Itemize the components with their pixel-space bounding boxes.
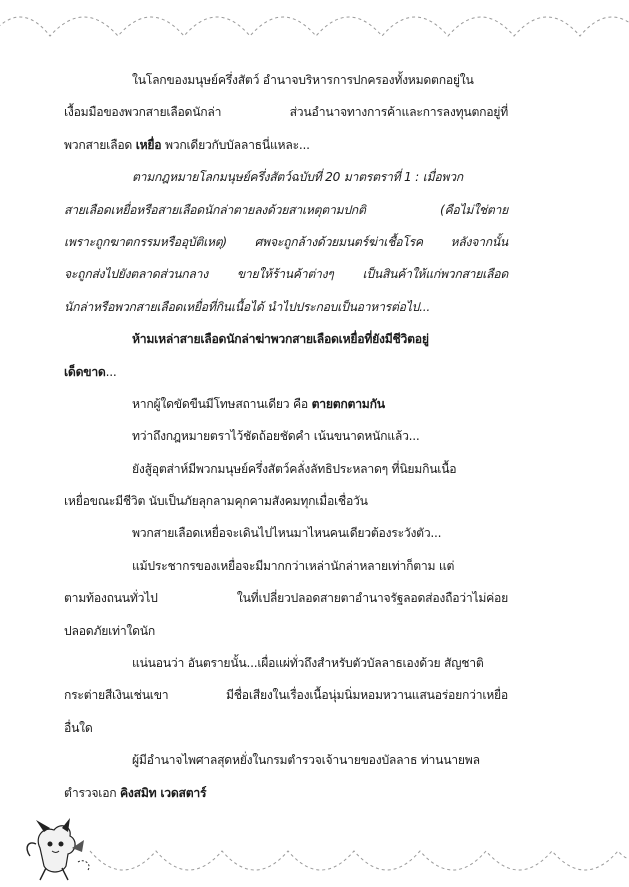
scalloped-dashed-border-top: [0, 0, 629, 40]
text-line: เงื้อมมือของพวกสายเลือดนักล่า ส่วนอำนาจทางการค้าและการลงทุนตกอยู่ที่: [64, 105, 508, 120]
bold-term: เหยื่อ: [135, 137, 162, 152]
text-line: เพราะถูกฆาตกรรมหรืออุบัติเหตุ) ศพจะถูกล้างด้วยมนตร์ฆ่าเชื้อโรค หลังจากนั้น: [64, 234, 508, 249]
text-line: ตำรวจเอก คิงสมิท เวดสตาร์: [64, 785, 207, 800]
text-line: ทว่าถึงกฎหมายตราไว้ชัดถ้อยชัดคำ เน้นขนาดหนักแล้ว...: [132, 429, 420, 444]
text-line: จะถูกส่งไปยังตลาดส่วนกลาง ขายให้ร้านค้าต่างๆ เป็นสินค้าให้แก่พวกสายเลือด: [64, 267, 508, 282]
text-line: กระต่ายสีเงินเช่นเขา มีชื่อเสียงในเรื่องเนื้อนุ่มนิ่มหอมหวานแสนอร่อยกว่าเหยื่อ: [64, 688, 508, 703]
text-line: ห้ามเหล่าสายเลือดนักล่าฆ่าพวกสายเลือดเหยื่อที่ยังมีชีวิตอยู่: [132, 332, 429, 347]
text-line: ตามท้องถนนทั่วไป ในที่เปลี่ยวปลอดสายตาอำนาจรัฐลอดส่องถือว่าไม่ค่อย: [64, 591, 508, 606]
text-line: แม้ประชากรของเหยื่อจะมีมากกว่าเหล่านักล่าหลายเท่าก็ตาม แต่: [132, 558, 455, 573]
text-line: สายเลือดเหยื่อหรือสายเลือดนักล่าตายลงด้วยสาเหตุตามปกติ (คือไม่ใช่ตาย: [64, 202, 508, 217]
text-line: พวกสายเลือด เหยื่อ พวกเดียวกับบัลลาธนี่แหละ...: [64, 137, 310, 152]
text-line: ยังสู้อุตส่าห์มีพวกมนุษย์ครึ่งสัตว์คลั่งลัทธิประหลาดๆ ที่นิยมกินเนื้อ: [132, 461, 457, 476]
text-line: ตามกฎหมายโลกมนุษย์ครึ่งสัตว์ฉบับที่ 20 มาตรตราที่ 1 : เมื่อพวก: [132, 170, 463, 185]
text-line: ในโลกของมนุษย์ครึ่งสัตว์ อำนาจบริหารการปกครองทั้งหมดตกอยู่ใน: [132, 73, 474, 87]
text-line: เหยื่อขณะมีชีวิต นับเป็นภัยลุกลามคุกคามสังคมทุกเมื่อเชื่อวัน: [64, 494, 368, 509]
text-line: อื่นใด: [64, 720, 93, 735]
bold-name: คิงสมิท เวดสตาร์: [120, 785, 207, 800]
text-line: นักล่าหรือพวกสายเลือดเหยื่อที่กินเนื้อได้ นำไปประกอบเป็นอาหารต่อไป...: [64, 299, 430, 314]
text-line: แน่นอนว่า อันตรายนั้น...เผื่อแผ่ทั่วถึงสำหรับตัวบัลลาธเองด้วย สัญชาติ: [132, 656, 484, 671]
text-line: เด็ดขาด...: [64, 364, 117, 379]
text-line: ผู้มีอำนาจไพศาลสุดหยั่งในกรมตำรวจเจ้านายของบัลลาธ ท่านนายพล: [132, 753, 480, 768]
text-line: หากผู้ใดขัดขืนมีโทษสถานเดียว คือ ตายตกตามกัน: [132, 396, 385, 411]
text-line: พวกสายเลือดเหยื่อจะเดินไปไหนมาไหนคนเดียวต้องระวังตัว...: [132, 526, 442, 541]
chibi-character-illustration: [22, 818, 102, 882]
page-body-text: [64, 64, 508, 809]
text-line: ปลอดภัยเท่าใดนัก: [64, 623, 155, 638]
bold-term: ตายตกตามกัน: [311, 396, 385, 411]
